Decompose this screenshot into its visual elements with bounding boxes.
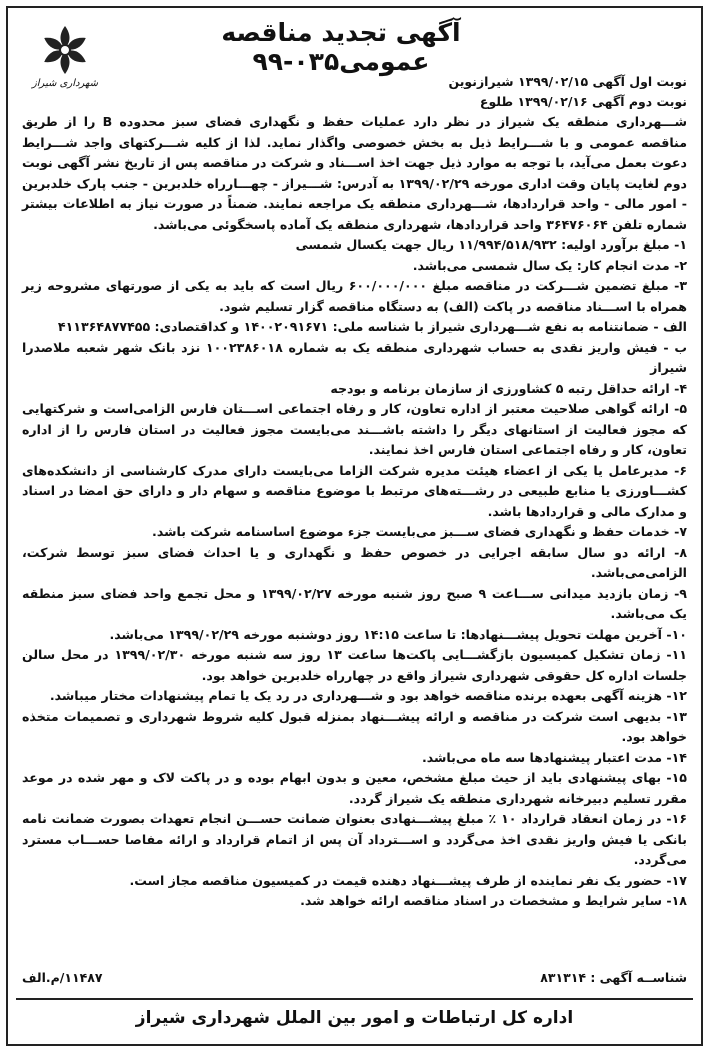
condition-item: ۱۴- مدت اعتبار پیشنهادها سه ماه می‌باشد. — [421, 749, 687, 765]
organization-name: اداره کل ارتباطات و امور بین الملل شهرداری شیراز — [135, 1008, 574, 1028]
condition-item: ۱۵- بهای پیشنهادی باید از حیث مبلغ مشخص، معین و بدون ابهام بوده و در پاکت لاک و مهر شده در موعد مقرر تسلیم دبیرخانه شهرداری منطقه یک شیراز گردد. — [22, 770, 687, 806]
condition-item: ۱۰- آخرین مهلت تحویل پیشـــنهادها: تا ساعت ۱۴:۱۵ روز دوشنبه مورخه ۱۳۹۹/۰۲/۲۹ می‌باشد. — [109, 626, 687, 642]
condition-item: الف - ضمانتنامه به نفع شـــهرداری شیراز با شناسه ملی: ۱۴۰۰۲۰۹۱۶۷۱ و کداقتصادی: ۴۱۱۳۶۴۸۷۷۴۵۵ — [57, 319, 687, 334]
condition-item: ۷- خدمات حفظ و نگهداری فضای ســـبز می‌بایست جزء موضوع اساسنامه شرکت باشد. — [152, 524, 687, 539]
first-notice: نوبت اول آگهی ۱۳۹۹/۰۲/۱۵ شیرازنوین — [448, 74, 687, 89]
condition-item: ۴- ارائه حداقل رتبه ۵ کشاورزی از سازمان برنامه و بودجه — [330, 380, 687, 396]
condition-item: ۸- ارائه دو سال سابقه اجرایی در خصوص حفظ و نگهداری و یا احداث فضای سبز توسط شرکت، الزامی‌می‌باشد. — [22, 544, 687, 580]
second-notice: نوبت دوم آگهی ۱۳۹۹/۰۲/۱۶ طلوع — [479, 94, 687, 109]
condition-item: ۶- مدیرعامل یا یکی از اعضاء هیئت مدیره شرکت الزاما می‌بایست دارای مدرک کارشناسی از دانشکده‌های کشـــاورزی یا منابع طبیعی در رشـــته‌های مرتبط با موضوع مناقصه و سهام دار و دارای حق امضا در اسناد و مدارک مالی و قراردادها باشد. — [22, 462, 687, 519]
reference-number: ۱۱۴۸۷/م.الف — [22, 970, 103, 985]
intro-paragraph: شـــهرداری منطقه یک شیراز در نظر دارد عملیات حفظ و نگهداری فضای سبز محدوده B را از طریق مناقصه عمومی و با شـــرایط ذیل به بخش خصوصی واگذار نماید. لذا از کلیه شـــرکتهای واجد شـــرایط دعوت بعمل می‌آید، با توجه به موارد ذیل جهت اخذ اســـناد و شرکت در مناقصه پس از تاریخ نشر آگهی نوبت دوم لغایت پایان وقت اداری مورخه ۱۳۹۹/۰۲/۲۹ به آدرس: شـــیراز - چهـــارراه خلدبرین - جنب پارک خلدبرین - امور مالی - واحد قراردادها، شـــهرداری منطقه یک مراجعه نمایند. ضمناً در صورت نیاز به اطلاعات بیشتر شماره تلفن ۳۶۴۷۶۰۶۴ واحد قراردادها، شهرداری منطقه یک آماده پاسخگوئی می‌باشد. — [22, 114, 687, 232]
notice-body — [22, 112, 687, 912]
ad-id: شناســه آگهی : ۸۳۱۳۱۴ — [540, 970, 687, 985]
condition-item: ۱۶- در زمان انعقاد قرارداد ۱۰ ٪ مبلغ پیشـــنهادی بعنوان ضمانت حســـن انجام تعهدات بصورت ضمانت نامه بانکی یا فیش واریز نقدی اخذ می‌گردد و اســـترداد آن پس از اتمام قرارداد و ارائه مفاصا حســـاب مسترد می‌گردد. — [22, 811, 688, 867]
condition-item: ب - فیش واریز نقدی به حساب شهرداری منطقه یک به شماره ۱۰۰۲۳۸۶۰۱۸ نزد بانک شهر شعبه ملاصدرا شیراز — [22, 339, 687, 375]
publication-dates — [448, 72, 687, 112]
condition-item: ۱۱- زمان تشکیل کمیسیون بازگشـــایی پاکت‌ها ساعت ۱۳ روز سه شنبه مورخه ۱۳۹۹/۰۲/۳۰ در محل سالن جلسات اداره کل حقوقی شهرداری شیراز واقع در چهارراه خلدبرین خواهد بود. — [22, 647, 687, 683]
footer-meta — [22, 970, 687, 985]
condition-item: ۵- ارائه گواهی صلاحیت معتبر از اداره تعاون، کار و رفاه اجتماعی اســـتان فارس الزامی‌است و شرکتهایی که مجوز فعالیت از استانهای دیگر را داشته باشـــند می‌بایست مجوز فعالیت در استان فارس را از اداره تعاون، کار و رفاه اجتماعی استان فارس اخذ نمایند. — [22, 401, 687, 457]
condition-item: ۱۲- هزینه آگهی بعهده برنده مناقصه خواهد بود و شـــهرداری در رد یک یا تمام پیشنهادات مختار میباشد. — [49, 688, 687, 703]
logo — [26, 22, 104, 104]
divider — [16, 998, 693, 1000]
condition-item: ۱۷- حضور یک نفر نماینده از طرف پیشـــنهاد دهنده قیمت در کمیسیون مناقصه مجاز است. — [129, 872, 687, 888]
condition-item: ۱- مبلغ برآورد اولیه: ۱۱/۹۹۴/۵۱۸/۹۳۲ ریال جهت یکسال شمسی — [295, 237, 687, 252]
condition-item: ۱۸- سایر شرایط و مشخصات در اسناد مناقصه ارائه خواهد شد. — [300, 893, 687, 908]
logo-text: شهرداری شیراز — [31, 78, 99, 89]
condition-item: ۲- مدت انجام کار: یک سال شمسی می‌باشد. — [412, 257, 687, 273]
condition-item: ۳- مبلغ تضمین شـــرکت در مناقصه مبلغ ۶۰۰/۰۰۰/۰۰۰ ریال است که باید به یکی از صورتهای مشروحه زیر همراه با اســـناد مناقصه در پاکت (الف) به دستگاه مناقصه گزار تسلیم شود. — [22, 278, 687, 314]
condition-item: ۹- زمان بازدید میدانی ســـاعت ۹ صبح روز شنبه مورخه ۱۳۹۹/۰۲/۲۷ و محل تجمع واحد فضای سبز منطقه یک می‌باشد. — [22, 585, 687, 621]
condition-item: ۱۳- بدیهی است شرکت در مناقصه و ارائه پیشـــنهاد بمنزله قبول کلیه شروط شهرداری و تصمیمات متخذه خواهد بود. — [22, 708, 687, 744]
notice-frame — [6, 6, 703, 1046]
page-title: آگهی تجدید مناقصه عمومی۰۳۵-۹۹ — [221, 18, 461, 76]
flower-logo-icon — [37, 22, 93, 78]
